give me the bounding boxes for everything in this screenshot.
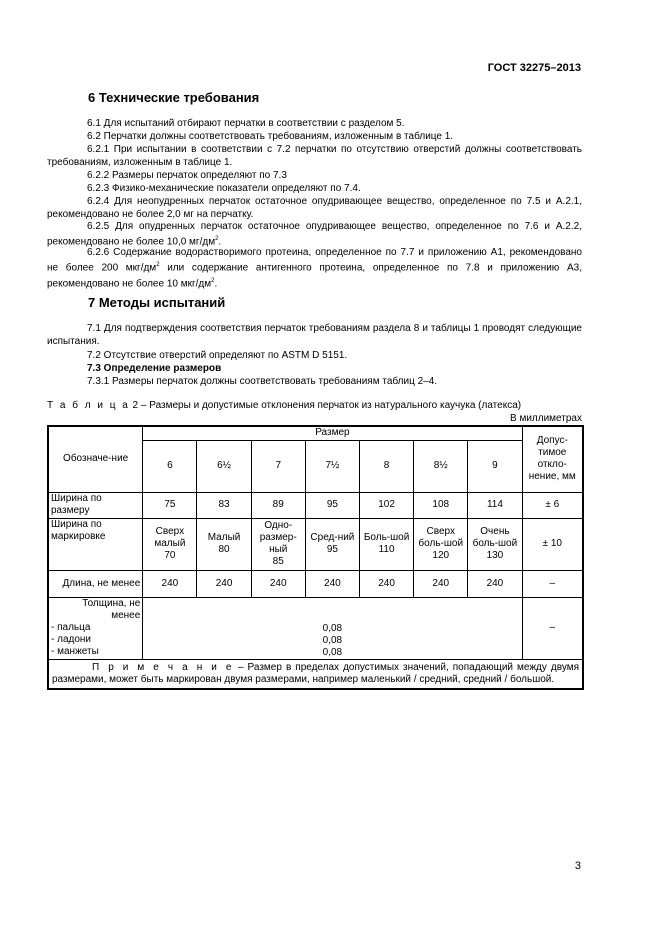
palm-label: - ладони xyxy=(51,633,92,645)
paragraph-7-3: 7.3 Определение размеров xyxy=(87,363,222,374)
paragraph-6-1: 6.1 Для испытаний отбирают перчатки в соответствии с разделом 5. xyxy=(87,118,405,129)
finger-value: 0,08 xyxy=(322,622,343,634)
paragraph-6-2-4: 6.2.4 Для неопудренных перчаток остаточное опудривающее вещество, определенное по 7.5 и А.2.1, рекомендовано не более 2,0 мг на перчатку. xyxy=(47,196,582,221)
size-9: 9 xyxy=(468,440,522,492)
paragraph-6-2: 6.2 Перчатки должны соответствовать требованиям, изложенным в таблице 1. xyxy=(87,131,454,142)
cuff-value: 0,08 xyxy=(322,646,343,658)
palm-value: 0,08 xyxy=(322,634,343,646)
sizes-table xyxy=(47,425,584,690)
cell: 240 xyxy=(143,570,197,597)
cell xyxy=(414,518,468,570)
cell: 75 xyxy=(143,492,197,518)
size-value: 110 xyxy=(378,544,395,555)
size-name: Сред-ний xyxy=(310,532,355,543)
cell: 240 xyxy=(305,570,359,597)
paragraph-6-2-1: 6.2.1 При испытании в соответствии с 7.2 перчатки по отсутствию отверстий должны соответствовать требованиям, изложенным в таблице 1. xyxy=(47,144,582,169)
table-row xyxy=(48,518,583,570)
paragraph-6-2-6-text-a: 6.2.6 Содержание водорастворимого протеина, определенное по 7.7 и приложению А1, рекомендовано не более 200 мкг/дм xyxy=(47,247,582,274)
size-6-half: 6½ xyxy=(197,440,251,492)
size-name: Боль-шой xyxy=(363,532,410,543)
size-value: 95 xyxy=(326,544,338,555)
size-value: 70 xyxy=(164,550,176,561)
paragraph-6-2-2: 6.2.2 Размеры перчаток определяют по 7.3 xyxy=(87,170,287,181)
paragraph-6-2-5 xyxy=(47,220,582,249)
superscript: 2 xyxy=(156,262,160,269)
cell: 83 xyxy=(197,492,251,518)
table-note xyxy=(48,659,583,689)
cell: 240 xyxy=(197,570,251,597)
page-number: 3 xyxy=(574,860,581,872)
header-tolerance: Допус-тимое откло-нение, мм xyxy=(522,426,583,492)
table-caption-text: 2 – Размеры и допустимые отклонения перчаток из натурального каучука (латекса) xyxy=(129,400,522,411)
cell: 240 xyxy=(414,570,468,597)
size-value: 80 xyxy=(218,544,230,555)
size-6: 6 xyxy=(143,440,197,492)
size-8: 8 xyxy=(359,440,413,492)
paragraph-6-2-5-text: 6.2.5 Для опудренных перчаток остаточное опудривающее вещество, определенное по 7.6 и А.2.2, рекомендовано не более 10,0 мг/дм xyxy=(47,221,582,248)
table-units: В миллиметрах xyxy=(510,413,582,424)
paragraph-6-2-6-text-b: или содержание антигенного протеина, определенное по 7.8 и приложению А3, рекомендовано не более 10 мкг/дм xyxy=(47,262,582,290)
paragraph-7-1: 7.1 Для подтверждения соответствия перчаток требованиям раздела 8 и таблицы 1 проводят следующие испытания. xyxy=(47,323,582,348)
cell: 240 xyxy=(468,570,522,597)
cell xyxy=(359,518,413,570)
size-7-half: 7½ xyxy=(305,440,359,492)
finger-label: - пальца xyxy=(51,621,91,633)
size-value: 130 xyxy=(486,550,504,561)
paragraph-6-2-3: 6.2.3 Физико-механические показатели определяют по 7.4. xyxy=(87,183,361,194)
cell: 240 xyxy=(359,570,413,597)
header-designation: Обозначе-ние xyxy=(48,426,143,492)
row-label: Ширина по маркировке xyxy=(48,518,143,570)
cell: 108 xyxy=(414,492,468,518)
cell xyxy=(468,518,522,570)
table-caption xyxy=(47,400,521,411)
cell: ± 10 xyxy=(522,518,583,570)
row-label xyxy=(48,597,143,659)
cell: 114 xyxy=(468,492,522,518)
document-code: ГОСТ 32275–2013 xyxy=(487,62,581,74)
table-row xyxy=(48,570,583,597)
table-row xyxy=(48,659,583,689)
paragraph-7-2: 7.2 Отсутствие отверстий определяют по ASTM D 5151. xyxy=(87,350,348,361)
row-label: Длина, не менее xyxy=(48,570,143,597)
cell xyxy=(251,518,305,570)
size-7: 7 xyxy=(251,440,305,492)
row-label: Ширина по размеру xyxy=(48,492,143,518)
cuff-label: - манжеты xyxy=(51,645,99,657)
paragraph-6-2-6 xyxy=(47,246,582,291)
superscript: 2 xyxy=(211,278,215,285)
section-7-heading: 7 Методы испытаний xyxy=(88,295,226,310)
paragraph-7-3-1: 7.3.1 Размеры перчаток должны соответствовать требованиям таблиц 2–4. xyxy=(87,376,438,387)
table-row xyxy=(48,492,583,518)
size-8-half: 8½ xyxy=(414,440,468,492)
size-name: Очень боль-шой xyxy=(472,526,518,549)
note-word: П р и м е ч а н и е xyxy=(92,661,234,673)
header-size: Размер xyxy=(143,426,522,440)
size-name: Одно-размер-ный xyxy=(259,520,297,555)
section-6-heading: 6 Технические требования xyxy=(88,90,260,105)
period: . xyxy=(218,236,222,248)
cell: ± 6 xyxy=(522,492,583,518)
size-value: 85 xyxy=(272,556,284,567)
table-caption-word: Т а б л и ц а xyxy=(47,400,130,411)
size-value: 120 xyxy=(432,550,450,561)
cell: 102 xyxy=(359,492,413,518)
thickness-values xyxy=(143,597,522,659)
period: . xyxy=(214,278,218,290)
cell xyxy=(143,518,197,570)
cell xyxy=(305,518,359,570)
cell: 240 xyxy=(251,570,305,597)
note-text: – Размер в пределах допустимых значений, попадающий между двумя размерами, может быть маркирован двумя размерами, например маленький / средний, средний / большой. xyxy=(52,661,580,685)
superscript: 2 xyxy=(215,236,219,243)
size-name: Сверх боль-шой xyxy=(418,526,464,549)
size-name: Сверх малый xyxy=(154,526,186,549)
cell: – xyxy=(522,597,583,659)
size-name: Малый xyxy=(207,532,241,543)
table-row xyxy=(48,597,583,659)
cell: 89 xyxy=(251,492,305,518)
cell: 95 xyxy=(305,492,359,518)
thickness-label: Толщина, не менее xyxy=(82,597,141,621)
cell xyxy=(197,518,251,570)
cell: – xyxy=(522,570,583,597)
